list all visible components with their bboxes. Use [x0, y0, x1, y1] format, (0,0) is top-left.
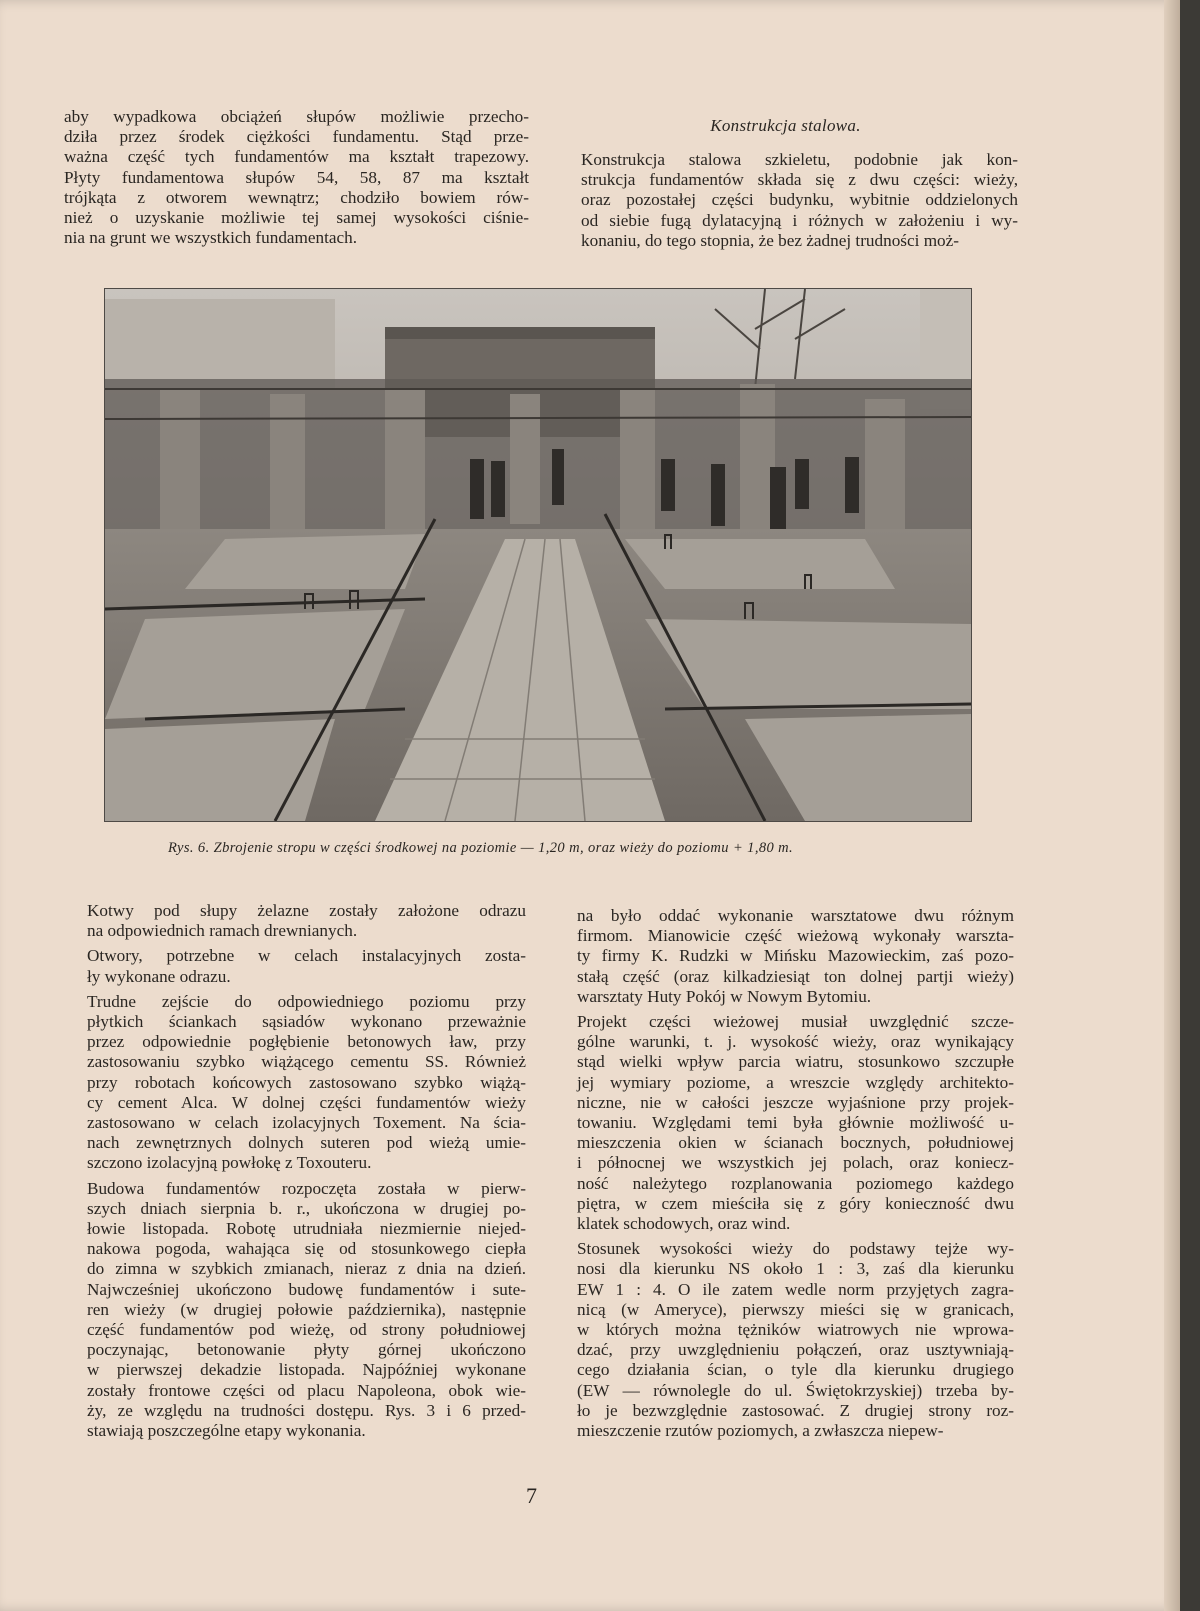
- text-line: EW 1 : 4. O ile zatem wedle norm przyjętych zagra-: [577, 1279, 1014, 1299]
- text-line: konaniu, do tego stopnia, że bez żadnej trudności moż-: [581, 230, 960, 250]
- text-line: część fundamentów pod wieżę, od strony południowej: [87, 1320, 526, 1340]
- figure-caption: Rys. 6. Zbrojenie stropu w części środkowej na poziomie — 1,20 m, oraz wieży do poziomu + 1,80 m.: [168, 840, 794, 856]
- text-line: zastosowaniu szybko wiążącego cementu SS. Również: [87, 1052, 526, 1072]
- text-line: nież o uzyskanie możliwie tej samej wysokości ciśnie-: [64, 208, 529, 228]
- text-line: szczono izolacyjną powłokę z Toxouteru.: [87, 1153, 372, 1173]
- text-line: jej wymiary poziome, a wreszcie względy architekto-: [577, 1072, 1014, 1092]
- text-line: i północnej we wszystkich jej polach, oraz koniecz-: [577, 1153, 1014, 1173]
- text-line: mieszczenia okien w ścianach bocznych, południowej: [577, 1133, 1014, 1153]
- page-number: 7: [526, 1483, 537, 1508]
- text-line: dziła przez środek ciężkości fundamentu. Stąd prze-: [64, 127, 529, 147]
- text-line: nicą (w Ameryce), pierwszy mieści się w granicach,: [577, 1299, 1014, 1319]
- text-line: oraz pozostałej części budynku, wybitnie oddzielonych: [581, 190, 1018, 210]
- paragraph: [59, 1179, 526, 1442]
- text-line: mieszczenie rzutów poziomych, a zwłaszcza niepew-: [577, 1421, 944, 1441]
- text-line: poczynając, betonowanie płyty górnej ukończono: [87, 1340, 526, 1360]
- text-line: do zimna w szybkich zmianach, nieraz z dnia na dzień.: [87, 1259, 526, 1279]
- paragraph: [553, 150, 1018, 251]
- top-left-column: [64, 107, 529, 248]
- top-right-column: [553, 116, 1018, 251]
- text-line: (EW — równolegle do ul. Świętokrzyskiej) trzeba by-: [577, 1380, 1014, 1400]
- text-line: Projekt części wieżowej musiał uwzględnić szcze-: [577, 1012, 1014, 1032]
- text-line: na odpowiednich ramach drewnianych.: [87, 921, 358, 941]
- text-line: płytkich ściankach sąsiadów wykonano przeważnie: [87, 1012, 526, 1032]
- paragraph: [549, 906, 1014, 1007]
- text-line: aby wypadkowa obciążeń słupów możliwie przecho-: [64, 107, 529, 126]
- page-edge: [1164, 0, 1180, 1611]
- text-line: ty firmy K. Rudzki w Mińsku Mazowieckim, zaś pozo-: [577, 946, 1014, 966]
- paragraph: [59, 992, 526, 1174]
- text-line: Otwory, potrzebne w celach instalacyjnych zosta-: [87, 946, 526, 966]
- text-line: Trudne zejście do odpowiedniego poziomu przy: [87, 991, 526, 1011]
- text-line: nakowa pogoda, wahająca się od stosunkowego ciepła: [87, 1239, 526, 1259]
- text-line: klatek schodowych, oraz wind.: [577, 1214, 791, 1234]
- text-line: stąd wielki wpływ parcia wiatru, stosunkowo szczupłe: [577, 1052, 1014, 1072]
- text-line: niczne, nie w całości jeszcze wyjaśnione przy projek-: [577, 1092, 1014, 1112]
- bottom-left-column: [59, 901, 526, 1441]
- text-line: ły wykonane odrazu.: [87, 966, 231, 986]
- text-line: przy robotach końcowych zastosowano szybko wiążą-: [87, 1072, 526, 1092]
- text-line: ność należytego rozplanowania poziomego każdego: [577, 1173, 1014, 1193]
- text-line: firmom. Mianowicie część wieżową wykonały warszta-: [577, 926, 1014, 946]
- text-line: Budowa fundamentów rozpoczęta została w pierw-: [87, 1178, 526, 1198]
- text-line: ren wieży (w drugiej połowie października), następnie: [87, 1299, 526, 1319]
- text-line: zostały frontowe części od placu Napoleona, obok wie-: [87, 1380, 526, 1400]
- construction-photo: [104, 288, 972, 822]
- text-line: dzać, przy uwzględnieniu połączeń, oraz usztywniają-: [577, 1340, 1014, 1360]
- text-line: trójkąta z otworem wewnątrz; chodziło bowiem rów-: [64, 187, 529, 207]
- text-line: warsztaty Huty Pokój w Nowym Bytomiu.: [577, 986, 872, 1006]
- text-line: ło je bezwzględnie zastosować. Z drugiej strony roz-: [577, 1400, 1014, 1420]
- text-line: Stosunek wysokości wieży do podstawy tejże wy-: [577, 1239, 1014, 1259]
- text-line: ważna część tych fundamentów ma kształt trapezowy.: [64, 147, 529, 167]
- text-line: stałą część (oraz kilkadziesiąt ton dolnej partji wieży): [577, 966, 1014, 986]
- text-line: nosi dla kierunku NS około 1 : 3, zaś dla kierunku: [577, 1259, 1014, 1279]
- paragraph: [59, 946, 526, 986]
- text-line: na było oddać wykonanie warsztatowe dwu różnym: [577, 906, 1014, 925]
- text-line: stawiają poszczególne etapy wykonania.: [87, 1421, 366, 1441]
- paragraph: [64, 107, 529, 248]
- text-line: cy cement Alca. W dolnej części fundamentów wieży: [87, 1092, 526, 1112]
- text-line: nia na grunt we wszystkich fundamentach.: [64, 228, 358, 248]
- text-line: szych dniach sierpnia b. r., ukończona w drugiej po-: [87, 1198, 526, 1218]
- text-line: łowie listopada. Robotę utrudniała niezmiernie niejed-: [87, 1219, 526, 1239]
- text-line: gólne warunki, t. j. wysokość wieży, oraz wynikający: [577, 1032, 1014, 1052]
- text-line: ży, ze względu na trudności dostępu. Rys. 3 i 6 przed-: [87, 1400, 526, 1420]
- text-line: Płyty fundamentowa słupów 54, 58, 87 ma kształt: [64, 167, 529, 187]
- text-line: piętra, w czem mieściła się z góry konieczność dwu: [577, 1193, 1014, 1213]
- text-line: zastosowano w celach izolacyjnych Toxement. Na ścia-: [87, 1113, 526, 1133]
- bottom-right-column: [549, 906, 1014, 1441]
- text-line: w których można tężników wiatrowych nie wprowa-: [577, 1320, 1014, 1340]
- text-line: od siebie fugą dylatacyjną i różnych w założeniu i wy-: [581, 210, 1018, 230]
- section-heading: Konstrukcja stalowa.: [710, 116, 861, 135]
- text-line: Kotwy pod słupy żelazne zostały założone odrazu: [87, 901, 526, 920]
- paragraph: [549, 1239, 1014, 1441]
- text-line: przez odpowiednie pogłębienie betonowych ław, przy: [87, 1032, 526, 1052]
- construction-photo-image: [105, 289, 971, 821]
- text-line: cego działania ścian, o tyle dla kierunku drugiego: [577, 1360, 1014, 1380]
- text-line: Najwcześniej ukończono budowę fundamentów i sute-: [87, 1279, 526, 1299]
- text-line: w pierwszej dekadzie listopada. Najpóźniej wykonane: [87, 1360, 526, 1380]
- paragraph: [549, 1012, 1014, 1234]
- text-line: Konstrukcja stalowa szkieletu, podobnie jak kon-: [581, 150, 1018, 169]
- text-line: nach zewnętrznych dolnych suteren pod wieżą umie-: [87, 1133, 526, 1153]
- text-line: strukcja fundamentów składa się z dwu części: wieży,: [581, 170, 1018, 190]
- text-line: towaniu. Względami temi była głównie możliwość u-: [577, 1113, 1014, 1133]
- paragraph: [59, 901, 526, 941]
